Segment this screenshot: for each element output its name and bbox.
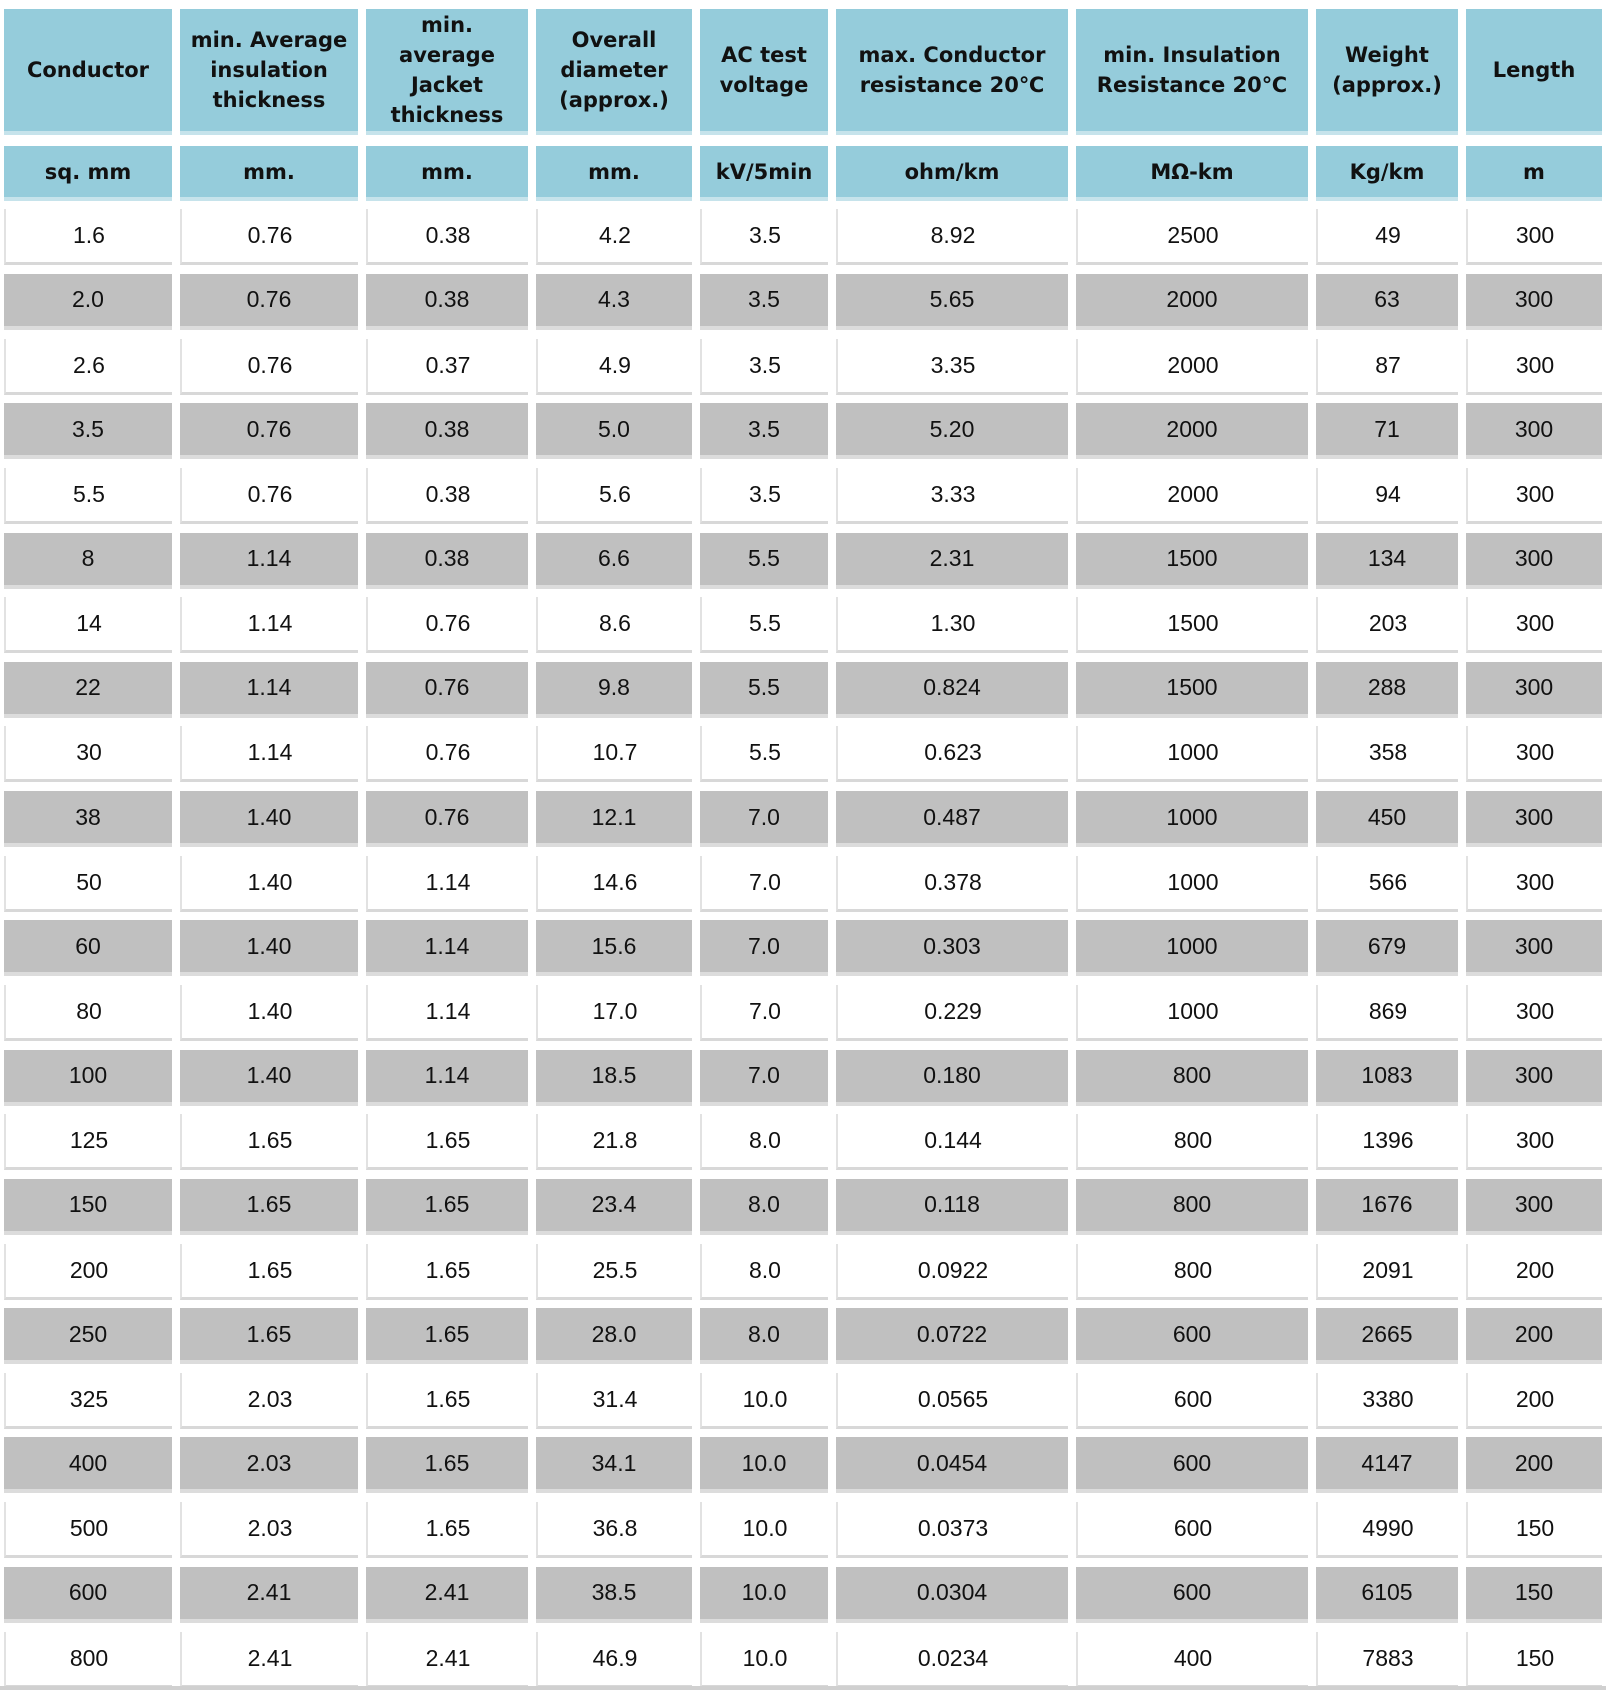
cell-conductor-resistance: 3.35 xyxy=(836,339,1068,395)
header-overall-diameter: Overall diameter (approx.) xyxy=(536,9,692,135)
table-row xyxy=(0,1237,1606,1302)
cell-jacket-thickness: 2.41 xyxy=(366,1632,528,1688)
cell-insulation-thickness: 2.03 xyxy=(180,1437,358,1493)
cell-weight: 288 xyxy=(1316,662,1458,718)
cell-conductor: 600 xyxy=(4,1567,172,1623)
cell-length: 200 xyxy=(1466,1308,1602,1364)
cell-conductor: 125 xyxy=(4,1114,172,1170)
cell-ac-test-voltage: 10.0 xyxy=(700,1567,828,1623)
cell-overall-diameter: 4.3 xyxy=(536,274,692,330)
cell-conductor: 1.6 xyxy=(4,209,172,265)
cell-insulation-resistance: 1000 xyxy=(1076,726,1308,782)
cell-insulation-resistance: 600 xyxy=(1076,1502,1308,1558)
cell-conductor: 500 xyxy=(4,1502,172,1558)
cell-ac-test-voltage: 3.5 xyxy=(700,274,828,330)
cell-jacket-thickness: 2.41 xyxy=(366,1567,528,1623)
cell-ac-test-voltage: 3.5 xyxy=(700,403,828,459)
cell-insulation-thickness: 1.14 xyxy=(180,726,358,782)
cell-overall-diameter: 31.4 xyxy=(536,1373,692,1429)
table-row xyxy=(0,203,1606,268)
cell-ac-test-voltage: 10.0 xyxy=(700,1373,828,1429)
header-insulation-resistance: min. Insulation Resistance 20℃ xyxy=(1076,9,1308,135)
unit-insulation-thickness: mm. xyxy=(180,146,358,201)
cell-conductor-resistance: 0.487 xyxy=(836,791,1068,847)
cell-conductor: 38 xyxy=(4,791,172,847)
cell-jacket-thickness: 0.38 xyxy=(366,274,528,330)
cell-weight: 71 xyxy=(1316,403,1458,459)
cell-overall-diameter: 25.5 xyxy=(536,1244,692,1300)
cell-insulation-thickness: 1.65 xyxy=(180,1244,358,1300)
cell-weight: 1396 xyxy=(1316,1114,1458,1170)
table-row xyxy=(0,655,1606,720)
cell-overall-diameter: 8.6 xyxy=(536,597,692,653)
table-row xyxy=(0,849,1606,914)
cell-conductor-resistance: 8.92 xyxy=(836,209,1068,265)
cell-jacket-thickness: 1.14 xyxy=(366,1050,528,1106)
cell-conductor: 50 xyxy=(4,856,172,912)
table-row xyxy=(0,1173,1606,1238)
cell-length: 300 xyxy=(1466,533,1602,589)
cell-insulation-thickness: 1.65 xyxy=(180,1179,358,1235)
cell-overall-diameter: 5.0 xyxy=(536,403,692,459)
cell-weight: 3380 xyxy=(1316,1373,1458,1429)
cell-overall-diameter: 38.5 xyxy=(536,1567,692,1623)
cell-insulation-thickness: 0.76 xyxy=(180,274,358,330)
cell-insulation-resistance: 800 xyxy=(1076,1114,1308,1170)
cell-ac-test-voltage: 8.0 xyxy=(700,1114,828,1170)
cell-length: 150 xyxy=(1466,1502,1602,1558)
header-jacket-thickness: min. average Jacket thickness xyxy=(366,9,528,135)
cell-insulation-thickness: 1.40 xyxy=(180,791,358,847)
cell-weight: 566 xyxy=(1316,856,1458,912)
cell-insulation-thickness: 1.14 xyxy=(180,597,358,653)
cell-conductor: 200 xyxy=(4,1244,172,1300)
cell-length: 300 xyxy=(1466,339,1602,395)
cell-jacket-thickness: 0.76 xyxy=(366,597,528,653)
cell-insulation-resistance: 1500 xyxy=(1076,662,1308,718)
cell-ac-test-voltage: 3.5 xyxy=(700,468,828,524)
table-row xyxy=(0,720,1606,785)
cell-weight: 869 xyxy=(1316,985,1458,1041)
cell-conductor-resistance: 5.20 xyxy=(836,403,1068,459)
cell-jacket-thickness: 1.65 xyxy=(366,1244,528,1300)
cell-overall-diameter: 36.8 xyxy=(536,1502,692,1558)
cell-length: 300 xyxy=(1466,662,1602,718)
cell-conductor: 250 xyxy=(4,1308,172,1364)
header-conductor-resistance: max. Conductor resistance 20℃ xyxy=(836,9,1068,135)
cell-ac-test-voltage: 10.0 xyxy=(700,1502,828,1558)
cell-jacket-thickness: 1.65 xyxy=(366,1373,528,1429)
cell-insulation-thickness: 0.76 xyxy=(180,209,358,265)
unit-conductor: sq. mm xyxy=(4,146,172,201)
cell-length: 300 xyxy=(1466,1114,1602,1170)
table-bottom-border xyxy=(0,1686,1606,1690)
cell-conductor: 100 xyxy=(4,1050,172,1106)
cell-insulation-thickness: 1.65 xyxy=(180,1114,358,1170)
cell-conductor-resistance: 1.30 xyxy=(836,597,1068,653)
cell-weight: 134 xyxy=(1316,533,1458,589)
cell-weight: 1083 xyxy=(1316,1050,1458,1106)
cell-insulation-thickness: 1.14 xyxy=(180,533,358,589)
cell-conductor-resistance: 0.0922 xyxy=(836,1244,1068,1300)
cell-weight: 87 xyxy=(1316,339,1458,395)
cell-insulation-resistance: 1000 xyxy=(1076,920,1308,976)
cell-ac-test-voltage: 5.5 xyxy=(700,533,828,589)
cell-insulation-thickness: 1.14 xyxy=(180,662,358,718)
cell-ac-test-voltage: 3.5 xyxy=(700,339,828,395)
cell-weight: 1676 xyxy=(1316,1179,1458,1235)
cell-ac-test-voltage: 5.5 xyxy=(700,662,828,718)
table-row xyxy=(0,1431,1606,1496)
cell-overall-diameter: 15.6 xyxy=(536,920,692,976)
table-row xyxy=(0,1043,1606,1108)
cell-length: 300 xyxy=(1466,791,1602,847)
cell-insulation-thickness: 2.03 xyxy=(180,1373,358,1429)
header-length: Length xyxy=(1466,9,1602,135)
cell-conductor-resistance: 2.31 xyxy=(836,533,1068,589)
cell-insulation-resistance: 600 xyxy=(1076,1373,1308,1429)
cell-conductor: 8 xyxy=(4,533,172,589)
cell-insulation-thickness: 1.65 xyxy=(180,1308,358,1364)
cell-conductor-resistance: 5.65 xyxy=(836,274,1068,330)
cell-insulation-resistance: 1000 xyxy=(1076,791,1308,847)
table-row xyxy=(0,1108,1606,1173)
cell-ac-test-voltage: 8.0 xyxy=(700,1244,828,1300)
cell-weight: 94 xyxy=(1316,468,1458,524)
cell-jacket-thickness: 1.14 xyxy=(366,920,528,976)
cell-overall-diameter: 4.2 xyxy=(536,209,692,265)
cell-conductor-resistance: 3.33 xyxy=(836,468,1068,524)
table-row xyxy=(0,397,1606,462)
cell-jacket-thickness: 1.65 xyxy=(366,1179,528,1235)
cell-jacket-thickness: 1.14 xyxy=(366,985,528,1041)
cell-jacket-thickness: 1.65 xyxy=(366,1114,528,1170)
cell-length: 300 xyxy=(1466,274,1602,330)
cell-length: 300 xyxy=(1466,985,1602,1041)
cell-insulation-resistance: 1500 xyxy=(1076,597,1308,653)
cell-length: 200 xyxy=(1466,1244,1602,1300)
cell-conductor: 400 xyxy=(4,1437,172,1493)
cell-jacket-thickness: 0.38 xyxy=(366,403,528,459)
cell-length: 300 xyxy=(1466,920,1602,976)
cell-insulation-resistance: 400 xyxy=(1076,1632,1308,1688)
cell-conductor: 150 xyxy=(4,1179,172,1235)
cell-jacket-thickness: 1.65 xyxy=(366,1437,528,1493)
cell-weight: 4990 xyxy=(1316,1502,1458,1558)
cell-insulation-resistance: 1000 xyxy=(1076,856,1308,912)
table-row xyxy=(0,526,1606,591)
cell-length: 300 xyxy=(1466,856,1602,912)
cell-conductor: 2.6 xyxy=(4,339,172,395)
cell-conductor-resistance: 0.144 xyxy=(836,1114,1068,1170)
table-row xyxy=(0,914,1606,979)
cell-conductor: 22 xyxy=(4,662,172,718)
unit-weight: Kg/km xyxy=(1316,146,1458,201)
cell-conductor: 2.0 xyxy=(4,274,172,330)
header-unit-row xyxy=(0,138,1606,203)
cell-conductor-resistance: 0.623 xyxy=(836,726,1068,782)
cell-length: 300 xyxy=(1466,726,1602,782)
cell-conductor-resistance: 0.0454 xyxy=(836,1437,1068,1493)
header-weight: Weight (approx.) xyxy=(1316,9,1458,135)
cell-jacket-thickness: 1.65 xyxy=(366,1308,528,1364)
cell-conductor-resistance: 0.378 xyxy=(836,856,1068,912)
table-row xyxy=(0,785,1606,850)
cell-length: 150 xyxy=(1466,1632,1602,1688)
cell-weight: 63 xyxy=(1316,274,1458,330)
cell-overall-diameter: 17.0 xyxy=(536,985,692,1041)
cell-length: 200 xyxy=(1466,1437,1602,1493)
cell-insulation-resistance: 600 xyxy=(1076,1567,1308,1623)
cell-ac-test-voltage: 8.0 xyxy=(700,1179,828,1235)
cell-overall-diameter: 23.4 xyxy=(536,1179,692,1235)
cell-insulation-resistance: 600 xyxy=(1076,1308,1308,1364)
cell-conductor-resistance: 0.229 xyxy=(836,985,1068,1041)
cell-insulation-thickness: 0.76 xyxy=(180,468,358,524)
cell-overall-diameter: 18.5 xyxy=(536,1050,692,1106)
cell-weight: 2091 xyxy=(1316,1244,1458,1300)
cell-weight: 679 xyxy=(1316,920,1458,976)
cell-length: 300 xyxy=(1466,1050,1602,1106)
header-ac-test-voltage: AC test voltage xyxy=(700,9,828,135)
cell-insulation-resistance: 800 xyxy=(1076,1179,1308,1235)
cell-jacket-thickness: 0.76 xyxy=(366,726,528,782)
cell-insulation-resistance: 2000 xyxy=(1076,274,1308,330)
cell-jacket-thickness: 0.38 xyxy=(366,533,528,589)
table-row xyxy=(0,1560,1606,1625)
cell-ac-test-voltage: 10.0 xyxy=(700,1632,828,1688)
cell-overall-diameter: 46.9 xyxy=(536,1632,692,1688)
cell-conductor-resistance: 0.824 xyxy=(836,662,1068,718)
cell-overall-diameter: 14.6 xyxy=(536,856,692,912)
cell-insulation-thickness: 1.40 xyxy=(180,985,358,1041)
unit-length: m xyxy=(1466,146,1602,201)
cell-ac-test-voltage: 10.0 xyxy=(700,1437,828,1493)
cell-insulation-resistance: 2000 xyxy=(1076,339,1308,395)
cell-weight: 4147 xyxy=(1316,1437,1458,1493)
cell-jacket-thickness: 1.65 xyxy=(366,1502,528,1558)
cell-insulation-resistance: 2000 xyxy=(1076,468,1308,524)
header-conductor: Conductor xyxy=(4,9,172,135)
cell-overall-diameter: 4.9 xyxy=(536,339,692,395)
cell-insulation-thickness: 2.41 xyxy=(180,1567,358,1623)
cell-overall-diameter: 9.8 xyxy=(536,662,692,718)
cell-insulation-resistance: 1500 xyxy=(1076,533,1308,589)
cell-conductor: 325 xyxy=(4,1373,172,1429)
cell-weight: 450 xyxy=(1316,791,1458,847)
cell-ac-test-voltage: 5.5 xyxy=(700,597,828,653)
cell-conductor-resistance: 0.0565 xyxy=(836,1373,1068,1429)
cell-insulation-thickness: 1.40 xyxy=(180,920,358,976)
cell-ac-test-voltage: 5.5 xyxy=(700,726,828,782)
cell-insulation-resistance: 2000 xyxy=(1076,403,1308,459)
cell-jacket-thickness: 0.76 xyxy=(366,662,528,718)
cell-overall-diameter: 28.0 xyxy=(536,1308,692,1364)
cell-insulation-resistance: 800 xyxy=(1076,1244,1308,1300)
unit-overall-diameter: mm. xyxy=(536,146,692,201)
cell-conductor-resistance: 0.180 xyxy=(836,1050,1068,1106)
cell-weight: 7883 xyxy=(1316,1632,1458,1688)
table-row xyxy=(0,332,1606,397)
cell-insulation-thickness: 0.76 xyxy=(180,339,358,395)
cell-insulation-thickness: 0.76 xyxy=(180,403,358,459)
cell-conductor-resistance: 0.0234 xyxy=(836,1632,1068,1688)
cell-conductor-resistance: 0.303 xyxy=(836,920,1068,976)
cell-insulation-resistance: 1000 xyxy=(1076,985,1308,1041)
cell-length: 200 xyxy=(1466,1373,1602,1429)
cell-insulation-thickness: 1.40 xyxy=(180,1050,358,1106)
table-row xyxy=(0,268,1606,333)
cell-conductor: 80 xyxy=(4,985,172,1041)
cell-ac-test-voltage: 7.0 xyxy=(700,985,828,1041)
unit-jacket-thickness: mm. xyxy=(366,146,528,201)
cell-length: 300 xyxy=(1466,597,1602,653)
cell-weight: 203 xyxy=(1316,597,1458,653)
cell-length: 300 xyxy=(1466,403,1602,459)
cell-jacket-thickness: 0.38 xyxy=(366,468,528,524)
cell-insulation-resistance: 800 xyxy=(1076,1050,1308,1106)
cell-overall-diameter: 6.6 xyxy=(536,533,692,589)
cell-overall-diameter: 5.6 xyxy=(536,468,692,524)
cell-conductor: 30 xyxy=(4,726,172,782)
cell-conductor-resistance: 0.0373 xyxy=(836,1502,1068,1558)
cell-ac-test-voltage: 3.5 xyxy=(700,209,828,265)
cell-insulation-resistance: 600 xyxy=(1076,1437,1308,1493)
table-row xyxy=(0,1496,1606,1561)
cell-insulation-thickness: 2.41 xyxy=(180,1632,358,1688)
cell-ac-test-voltage: 7.0 xyxy=(700,1050,828,1106)
cell-conductor: 3.5 xyxy=(4,403,172,459)
cell-conductor: 60 xyxy=(4,920,172,976)
cell-conductor-resistance: 0.118 xyxy=(836,1179,1068,1235)
table-row xyxy=(0,1302,1606,1367)
cell-jacket-thickness: 1.14 xyxy=(366,856,528,912)
cell-weight: 2665 xyxy=(1316,1308,1458,1364)
unit-ac-test-voltage: kV/5min xyxy=(700,146,828,201)
cell-conductor: 5.5 xyxy=(4,468,172,524)
cell-ac-test-voltage: 8.0 xyxy=(700,1308,828,1364)
cell-ac-test-voltage: 7.0 xyxy=(700,920,828,976)
cell-ac-test-voltage: 7.0 xyxy=(700,791,828,847)
cell-overall-diameter: 12.1 xyxy=(536,791,692,847)
cell-length: 300 xyxy=(1466,1179,1602,1235)
cell-insulation-thickness: 1.40 xyxy=(180,856,358,912)
cell-conductor-resistance: 0.0304 xyxy=(836,1567,1068,1623)
cell-conductor: 14 xyxy=(4,597,172,653)
cell-weight: 358 xyxy=(1316,726,1458,782)
table-row xyxy=(0,462,1606,527)
cell-jacket-thickness: 0.38 xyxy=(366,209,528,265)
unit-insulation-resistance: MΩ-km xyxy=(1076,146,1308,201)
table-row xyxy=(0,591,1606,656)
cell-jacket-thickness: 0.37 xyxy=(366,339,528,395)
header-title-row xyxy=(0,0,1606,138)
cell-length: 300 xyxy=(1466,468,1602,524)
cell-insulation-thickness: 2.03 xyxy=(180,1502,358,1558)
table-body xyxy=(0,203,1606,1690)
cell-jacket-thickness: 0.76 xyxy=(366,791,528,847)
table-row xyxy=(0,1625,1606,1690)
cell-overall-diameter: 34.1 xyxy=(536,1437,692,1493)
unit-conductor-resistance: ohm/km xyxy=(836,146,1068,201)
cell-length: 150 xyxy=(1466,1567,1602,1623)
cell-conductor-resistance: 0.0722 xyxy=(836,1308,1068,1364)
cell-insulation-resistance: 2500 xyxy=(1076,209,1308,265)
table-row xyxy=(0,979,1606,1044)
cell-overall-diameter: 10.7 xyxy=(536,726,692,782)
cell-weight: 49 xyxy=(1316,209,1458,265)
header-insulation-thickness: min. Average insulation thickness xyxy=(180,9,358,135)
cell-length: 300 xyxy=(1466,209,1602,265)
cell-conductor: 800 xyxy=(4,1632,172,1688)
cell-weight: 6105 xyxy=(1316,1567,1458,1623)
cell-ac-test-voltage: 7.0 xyxy=(700,856,828,912)
table-row xyxy=(0,1367,1606,1432)
cell-overall-diameter: 21.8 xyxy=(536,1114,692,1170)
